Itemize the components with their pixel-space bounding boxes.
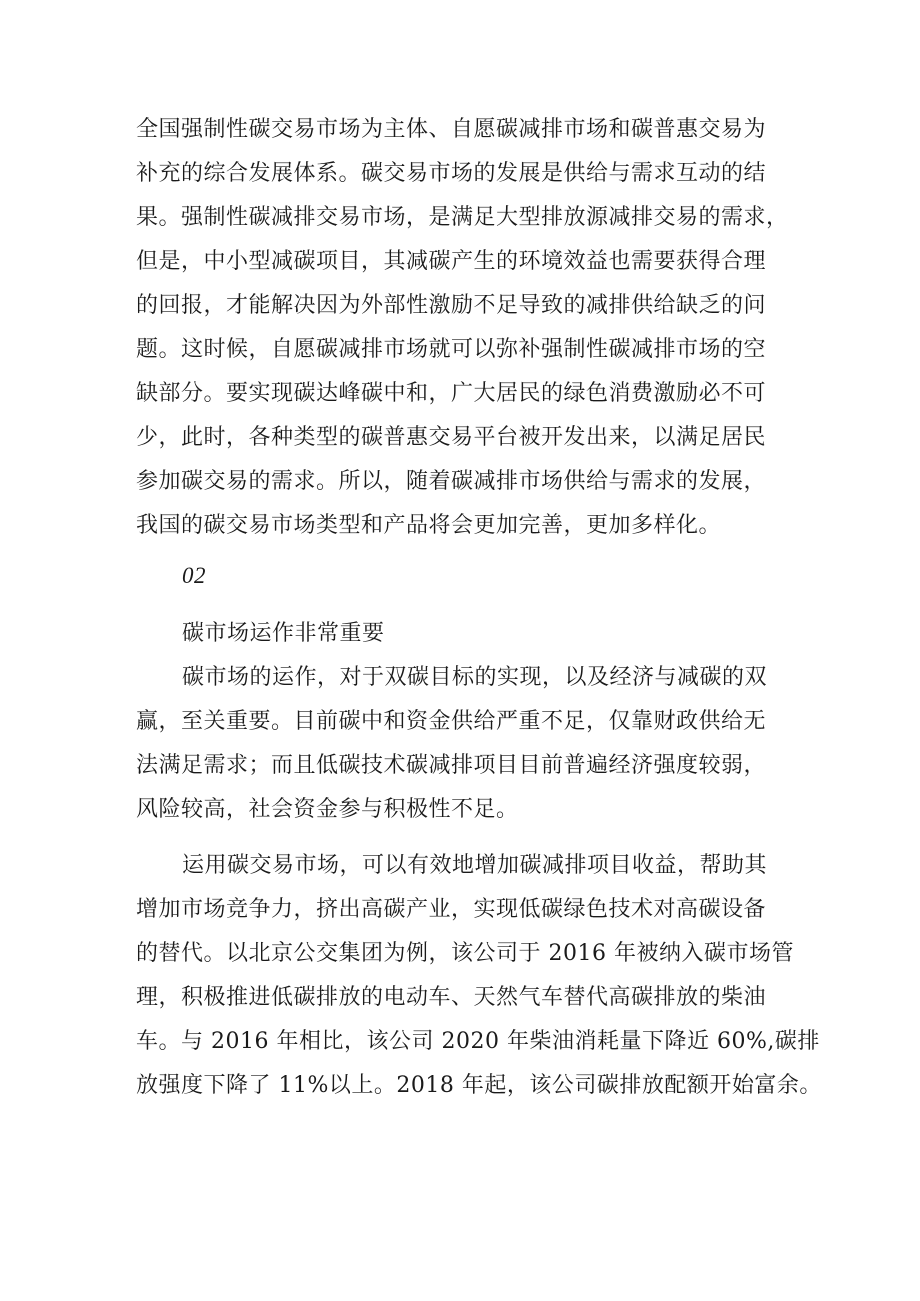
section-heading: 碳市场运作非常重要 — [182, 621, 385, 646]
paragraph-1-line: 果。强制性碳减排交易市场，是满足大型排放源减排交易的需求， — [136, 205, 789, 230]
paragraph-1-line: 参加碳交易的需求。所以，随着碳减排市场供给与需求的发展， — [136, 469, 767, 494]
paragraph-1-line: 缺部分。要实现碳达峰碳中和，广大居民的绿色消费激励必不可 — [136, 381, 767, 406]
paragraph-3-line: 的替代。以北京公交集团为例，该公司于 2016 年被纳入碳市场管 — [136, 941, 794, 966]
paragraph-1 — [136, 108, 796, 548]
paragraph-3 — [136, 844, 822, 1108]
paragraph-2-line: 风险较高，社会资金参与积极性不足。 — [136, 797, 519, 822]
paragraph-3-line: 放强度下降了 11%以上。2018 年起，该公司碳排放配额开始富余。 — [136, 1073, 822, 1098]
paragraph-3-line: 增加市场竞争力，挤出高碳产业，实现低碳绿色技术对高碳设备 — [136, 897, 767, 922]
paragraph-2-line: 碳市场的运作，对于双碳目标的实现，以及经济与减碳的双 — [182, 665, 768, 690]
paragraph-2-line: 赢，至关重要。目前碳中和资金供给严重不足，仅靠财政供给无 — [136, 709, 767, 734]
paragraph-1-line: 少，此时，各种类型的碳普惠交易平台被开发出来，以满足居民 — [136, 425, 767, 450]
paragraph-1-line: 题。这时候，自愿碳减排市场就可以弥补强制性碳减排市场的空 — [136, 337, 767, 362]
paragraph-1-line: 补充的综合发展体系。碳交易市场的发展是供给与需求互动的结 — [136, 161, 767, 186]
paragraph-3-line: 理，积极推进低碳排放的电动车、天然气车替代高碳排放的柴油 — [136, 985, 767, 1010]
paragraph-3-line: 运用碳交易市场，可以有效地增加碳减排项目收益，帮助其 — [182, 853, 768, 878]
section-number: 02 — [182, 563, 206, 588]
paragraph-2 — [136, 656, 796, 832]
paragraph-1-line: 我国的碳交易市场类型和产品将会更加完善，更加多样化。 — [136, 513, 722, 538]
paragraph-1-line: 但是，中小型减碳项目，其减碳产生的环境效益也需要获得合理 — [136, 249, 767, 274]
paragraph-1-line: 的回报，才能解决因为外部性激励不足导致的减排供给缺乏的问 — [136, 293, 767, 318]
paragraph-1-line: 全国强制性碳交易市场为主体、自愿碳减排市场和碳普惠交易为 — [136, 117, 767, 142]
paragraph-2-line: 法满足需求；而且低碳技术碳减排项目目前普遍经济强度较弱， — [136, 753, 767, 778]
paragraph-3-line: 车。与 2016 年相比，该公司 2020 年柴油消耗量下降近 60%,碳排 — [136, 1029, 820, 1054]
document-body — [136, 108, 822, 1108]
